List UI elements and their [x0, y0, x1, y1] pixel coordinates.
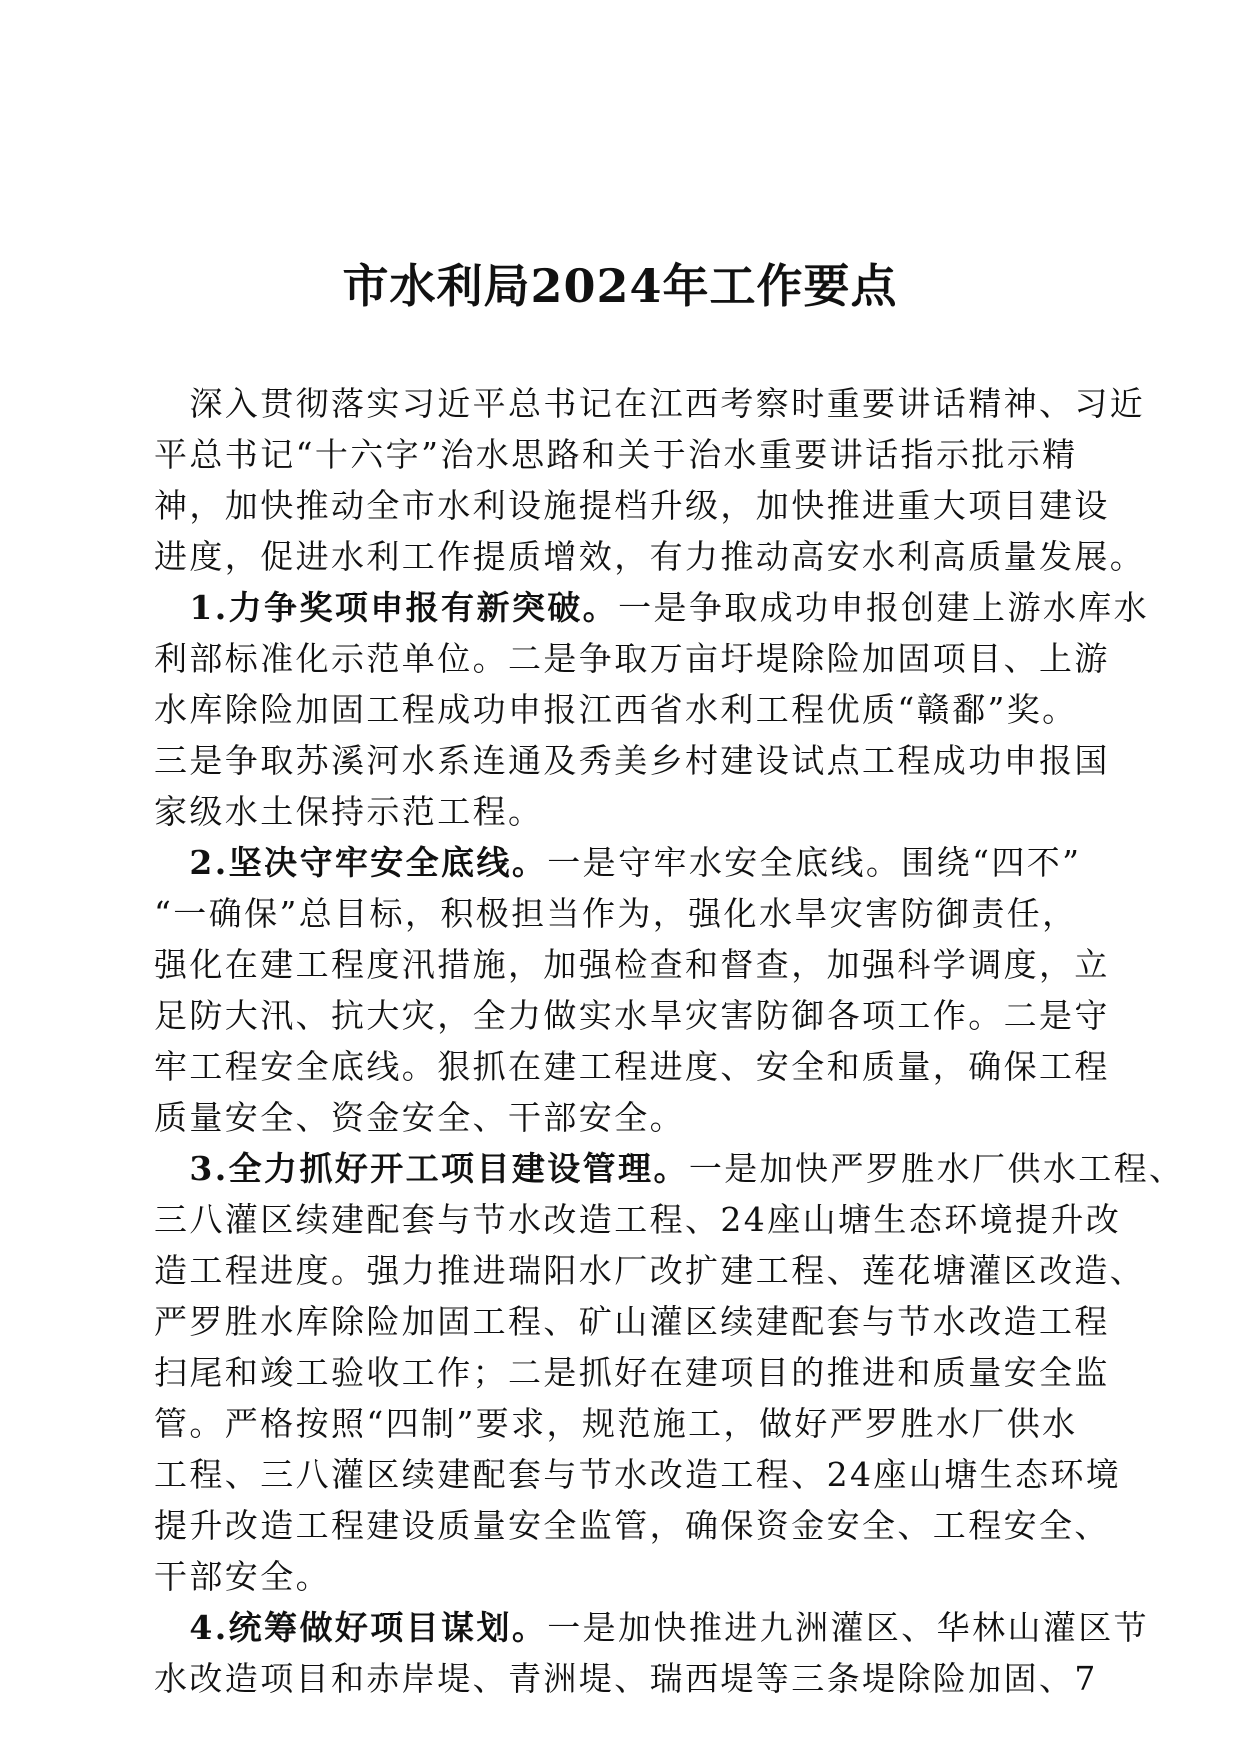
text-line: 严罗胜水库除险加固工程、矿山灌区续建配套与节水改造工程 — [154, 1302, 1110, 1341]
text-line: 干部安全。 — [154, 1557, 331, 1596]
text-line: 深入贯彻落实习近平总书记在江西考察时重要讲话精神、习近 — [154, 384, 1146, 423]
text-line: 利部标准化示范单位。二是争取万亩圩堤除险加固项目、上游 — [154, 639, 1110, 678]
section-text: 一是加快推进九洲灌区、华林山灌区节 — [547, 1608, 1150, 1647]
section-heading: 3.全力抓好开工项目建设管理。 — [154, 1149, 689, 1188]
section-1 — [154, 582, 1150, 837]
section-3 — [154, 1143, 1185, 1602]
text-line: 水改造项目和赤岸堤、青洲堤、瑞西堤等三条堤除险加固、7 — [154, 1659, 1098, 1698]
intro-paragraph — [154, 378, 1146, 582]
text-line: “一确保”总目标，积极担当作为，强化水旱灾害防御责任， — [154, 894, 1078, 933]
text-line: 造工程进度。强力推进瑞阳水厂改扩建工程、莲花塘灌区改造、 — [154, 1251, 1146, 1290]
text-line: 强化在建工程度汛措施，加强检查和督查，加强科学调度，立 — [154, 945, 1110, 984]
text-line: 牢工程安全底线。狠抓在建工程进度、安全和质量，确保工程 — [154, 1047, 1110, 1086]
section-first-line — [154, 837, 1084, 888]
section-heading: 4.统筹做好项目谋划。 — [154, 1608, 548, 1647]
section-heading: 2.坚决守牢安全底线。 — [154, 843, 548, 882]
document-title: 市水利局2024年工作要点 — [342, 259, 898, 313]
text-line: 神，加快推动全市水利设施提档升级，加快推进重大项目建设 — [154, 486, 1110, 525]
text-line: 足防大汛、抗大灾，全力做实水旱灾害防御各项工作。二是守 — [154, 996, 1110, 1035]
section-first-line — [154, 582, 1150, 633]
section-first-line — [154, 1143, 1185, 1194]
section-heading: 1.力争奖项申报有新突破。 — [154, 588, 619, 627]
section-2 — [154, 837, 1110, 1143]
text-line: 水库除险加固工程成功申报江西省水利工程优质“赣鄱”奖。 — [154, 690, 1078, 729]
text-line: 扫尾和竣工验收工作；二是抓好在建项目的推进和质量安全监 — [154, 1353, 1110, 1392]
section-text: 一是争取成功申报创建上游水库水 — [618, 588, 1150, 627]
text-line: 工程、三八灌区续建配套与节水改造工程、24座山塘生态环境 — [154, 1455, 1122, 1494]
text-line: 三是争取苏溪河水系连通及秀美乡村建设试点工程成功申报国 — [154, 741, 1110, 780]
text-line: 提升改造工程建设质量安全监管，确保资金安全、工程安全、 — [154, 1506, 1110, 1545]
section-4 — [154, 1602, 1150, 1704]
section-text: 一是加快严罗胜水厂供水工程、 — [688, 1149, 1185, 1188]
text-line: 家级水土保持示范工程。 — [154, 792, 544, 831]
text-line: 三八灌区续建配套与节水改造工程、24座山塘生态环境提升改 — [154, 1200, 1122, 1239]
text-line: 进度，促进水利工作提质增效，有力推动高安水利高质量发展。 — [154, 537, 1146, 576]
text-line: 管。严格按照“四制”要求，规范施工，做好严罗胜水厂供水 — [154, 1404, 1078, 1443]
section-first-line — [154, 1602, 1150, 1653]
document-body — [154, 378, 1185, 1704]
text-line: 平总书记“十六字”治水思路和关于治水重要讲话指示批示精 — [154, 435, 1078, 474]
text-line: 质量安全、资金安全、干部安全。 — [154, 1098, 685, 1137]
section-text: 一是守牢水安全底线。围绕“四不” — [547, 843, 1082, 882]
